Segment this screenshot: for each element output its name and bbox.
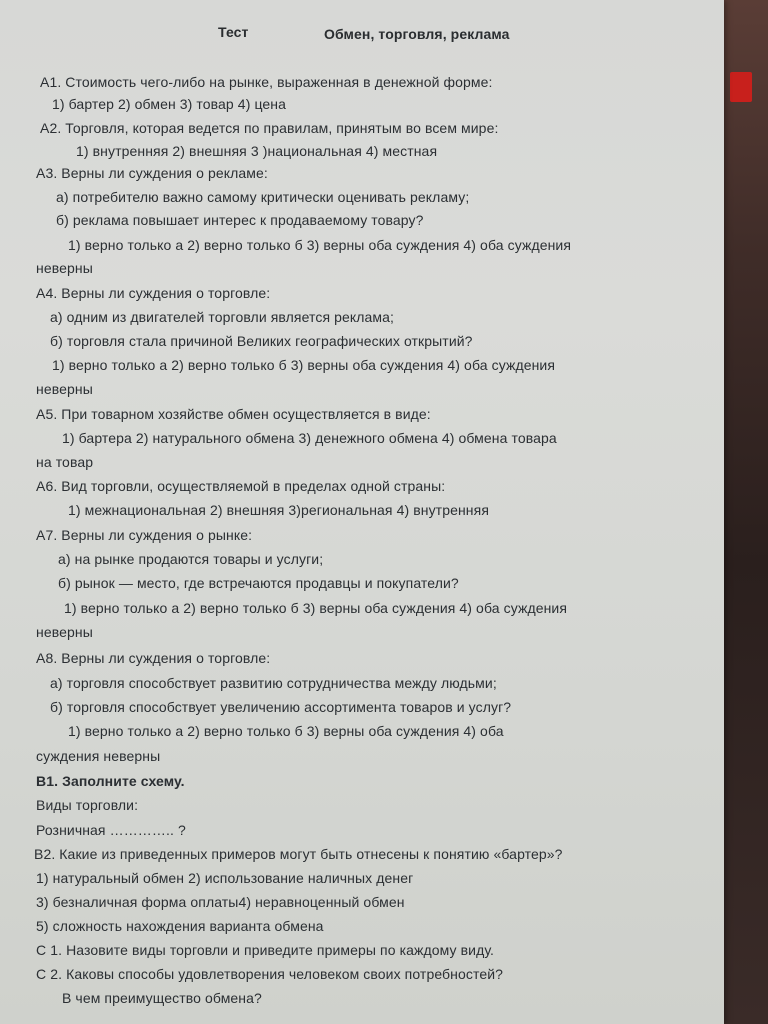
statement-a3-a: а) потребителю важно самому критически оценивать рекламу; bbox=[56, 189, 470, 205]
question-b1: В1. Заполните схему. bbox=[36, 773, 185, 789]
answers-a3: 1) верно только а 2) верно только б 3) верны оба суждения 4) оба суждения bbox=[68, 237, 572, 253]
answers-a8-cont: суждения неверны bbox=[36, 748, 161, 764]
answers-a4-cont: неверны bbox=[36, 381, 93, 397]
answers-a1: 1) бартер 2) обмен 3) товар 4) цена bbox=[52, 96, 287, 112]
statement-a4-b: б) торговля стала причиной Великих географических открытий? bbox=[50, 333, 473, 349]
answers-a2: 1) внутренняя 2) внешняя 3 )национальная 4) местная bbox=[76, 143, 438, 159]
background-strip bbox=[722, 0, 768, 1024]
statement-a3-b: б) реклама повышает интерес к продаваемому товару? bbox=[56, 212, 424, 228]
statement-a8-b: б) торговля способствует увеличению ассортимента товаров и услуг? bbox=[50, 699, 512, 715]
answers-a7-cont: неверны bbox=[36, 624, 93, 640]
question-a4: А4. Верны ли суждения о торговле: bbox=[36, 285, 271, 301]
page-header bbox=[0, 24, 724, 46]
scheme-title: Виды торговли: bbox=[36, 797, 139, 813]
question-a5: А5. При товарном хозяйстве обмен осуществляется в виде: bbox=[36, 406, 431, 422]
answers-a4: 1) верно только а 2) верно только б 3) верны оба суждения 4) оба суждения bbox=[52, 357, 556, 373]
red-object bbox=[730, 72, 752, 102]
options-b2-1-2: 1) натуральный обмен 2) использование наличных денег bbox=[36, 870, 414, 886]
header-topic-title: Обмен, торговля, реклама bbox=[324, 26, 510, 42]
question-a7: А7. Верны ли суждения о рынке: bbox=[36, 527, 253, 543]
options-b2-5: 5) сложность нахождения варианта обмена bbox=[36, 918, 324, 934]
question-c1: С 1. Назовите виды торговли и приведите примеры по каждому виду. bbox=[36, 942, 495, 958]
header-test-label: Тест bbox=[218, 24, 249, 40]
answers-a7: 1) верно только а 2) верно только б 3) верны оба суждения 4) оба суждения bbox=[64, 600, 568, 616]
answers-a5-cont: на товар bbox=[36, 454, 94, 470]
answers-a8: 1) верно только а 2) верно только б 3) верны оба суждения 4) оба bbox=[68, 723, 504, 739]
options-b2-3-4: 3) безналичная форма оплаты4) неравноценный обмен bbox=[36, 894, 405, 910]
question-a6: А6. Вид торговли, осуществляемой в пределах одной страны: bbox=[36, 478, 446, 494]
answers-a3-cont: неверны bbox=[36, 260, 93, 276]
answers-a5: 1) бартера 2) натурального обмена 3) денежного обмена 4) обмена товара bbox=[62, 430, 557, 446]
statement-a4-a: а) одним из двигателей торговли является реклама; bbox=[50, 309, 395, 325]
statement-a7-a: а) на рынке продаются товары и услуги; bbox=[58, 551, 324, 567]
answers-a6: 1) межнациональная 2) внешняя 3)региональная 4) внутренняя bbox=[68, 502, 489, 518]
statement-a8-a: а) торговля способствует развитию сотрудничества между людьми; bbox=[50, 675, 497, 691]
question-a8: А8. Верны ли суждения о торговле: bbox=[36, 650, 271, 666]
question-a2: А2. Торговля, которая ведется по правилам, принятым во всем мире: bbox=[40, 120, 499, 136]
scheme-item-retail: Розничная ………….. ? bbox=[36, 822, 186, 838]
question-a1: А1. Стоимость чего-либо на рынке, выраженная в денежной форме: bbox=[40, 74, 493, 90]
question-a3: А3. Верны ли суждения о рекламе: bbox=[36, 165, 268, 181]
question-c2: С 2. Каковы способы удовлетворения человеком своих потребностей? bbox=[36, 966, 504, 982]
question-c2-cont: В чем преимущество обмена? bbox=[62, 990, 262, 1006]
question-b2: В2. Какие из приведенных примеров могут быть отнесены к понятию «бартер»? bbox=[34, 846, 563, 862]
statement-a7-b: б) рынок — место, где встречаются продавцы и покупатели? bbox=[58, 575, 459, 591]
